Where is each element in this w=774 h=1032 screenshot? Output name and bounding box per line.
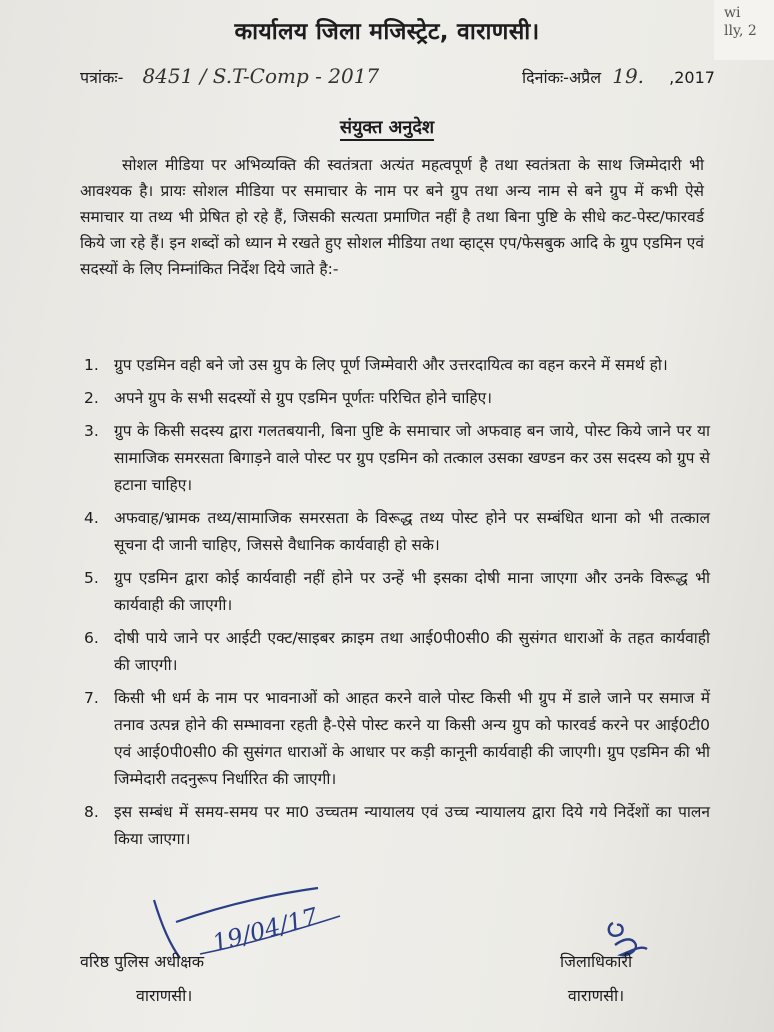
reference-value: 8451 / S.T-Comp - 2017 [142,64,380,88]
handwritten-date-text: 19/04/17 [209,902,321,958]
document-date [522,64,715,88]
date-year: ,2017 [669,68,715,87]
date-label: दिनांकः-अप्रैल [522,68,602,87]
item-number: 1. [84,356,99,374]
reference-label: पत्रांकः- [80,68,124,87]
item-text: इस सम्बंध में समय-समय पर मा0 उच्चतम न्यायालय एवं उच्च न्यायालय द्वारा दिये गये निर्देशों का पालन किया जाएगा। [114,803,710,848]
intro-paragraph [80,152,704,282]
item-text: किसी भी धर्म के नाम पर भावनाओं को आहत करने वाले पोस्ट किसी भी ग्रुप में डाले जाने पर समाज में तनाव उत्पन्न होने की सम्भावना रहती है-ऐसे पोस्ट करने या किसी अन्य ग्रुप को फारवर्ड करने पर आई0टी0 एवं आई0पी0सी0 की सुसंगत धाराओं के आधार पर कड़ी कानूनी कार्यवाही की जाएगी। ग्रुप एडमिन की भी जिम्मेदारी तदनुरूप निर्धारित की जाएगी। [114,689,710,788]
list-item [84,799,710,853]
list-item [84,565,710,619]
intro-text: सोशल मीडिया पर अभिव्यक्ति की स्वतंत्रता अत्यंत महत्वपूर्ण है तथा स्वतंत्रता के साथ जिम्मेदारी भी आवश्यक है। प्रायः सोशल मीडिया पर समाचार के नाम पर बने ग्रुप तथा अन्य नाम से बने ग्रुप में कभी ऐसे समाचार या तथ्य भी प्रेषित हो रहे हैं, जिसकी सत्यता प्रमाणित नहीं है तथा बिना पुष्टि के सीधे कट-पेस्ट/फारवर्ड किये जा रहे हैं। इन शब्दों को ध्यान मे रखते हुए सोशल मीडिया तथा व्हाट्स एप/फेसबुक आदि के ग्रुप एडमिन एवं सदस्यों के लिए निम्नांकित निर्देश दिये जाते है:- [80,156,704,278]
list-item [84,505,710,559]
instruction-list [84,352,710,859]
item-text: ग्रुप के किसी सदस्य द्वारा गलतबयानी, बिना पुष्टि के समाचार जो अफवाह बन जाये, पोस्ट किये जाने पर या सामाजिक समरसता बिगाड़ने वाले पोस्ट पर ग्रुप एडमिन को तत्काल उसका खण्डन कर उस सदस्य को ग्रुप से हटाना चाहिए। [114,422,710,494]
corner-paper-fragment: wi lly, 2 [714,0,774,60]
police-place: वाराणसी। [136,986,193,1005]
reference-number [80,64,379,88]
subject-text: संयुक्त अनुदेश [340,117,434,141]
item-number: 2. [84,389,99,407]
item-number: 6. [84,629,99,647]
document-subject [0,115,774,139]
item-text: ग्रुप एडमिन द्वारा कोई कार्यवाही नहीं होने पर उन्हें भी इसका दोषी माना जाएगा और उनके विरूद्ध भी कार्यवाही की जाएगी। [114,569,710,614]
item-number: 5. [84,569,99,587]
date-day: 19. [612,64,645,88]
item-number: 3. [84,422,99,440]
office-header: कार्यालय जिला मजिस्ट्रेट, वाराणसी। [234,19,540,45]
item-text: अपने ग्रुप के सभी सदस्यों से ग्रुप एडमिन पूर्णतः परिचित होने चाहिए। [114,389,493,407]
item-number: 7. [84,689,99,707]
list-item [84,625,710,679]
list-item [84,352,710,379]
list-item [84,385,710,412]
signature-block-magistrate [560,945,632,1013]
list-item [84,685,710,793]
item-number: 4. [84,509,99,527]
signature-block-police [80,945,204,1013]
magistrate-title: जिलाधिकारी [560,952,633,971]
police-title: वरिष्ठ पुलिस अधीक्षक [80,952,205,971]
magistrate-place: वाराणसी। [567,986,625,1005]
item-text: दोषी पाये जाने पर आईटी एक्ट/साइबर क्राइम तथा आई0पी0सी0 की सुसंगत धाराओं के तहत कार्यवाही की जाएगी। [114,629,710,674]
item-text: अफवाह/भ्रामक तथ्य/सामाजिक समरसता के विरूद्ध तथ्य पोस्ट होने पर सम्बंधित थाना को भी तत्काल सूचना दी जानी चाहिए, जिससे वैधानिक कार्यवाही हो सके। [114,509,710,554]
list-item [84,418,710,499]
item-number: 8. [84,803,99,821]
item-text: ग्रुप एडमिन वही बने जो उस ग्रुप के लिए पूर्ण जिम्मेवारी और उत्तरदायित्व का वहन करने में समर्थ हो। [114,356,668,374]
